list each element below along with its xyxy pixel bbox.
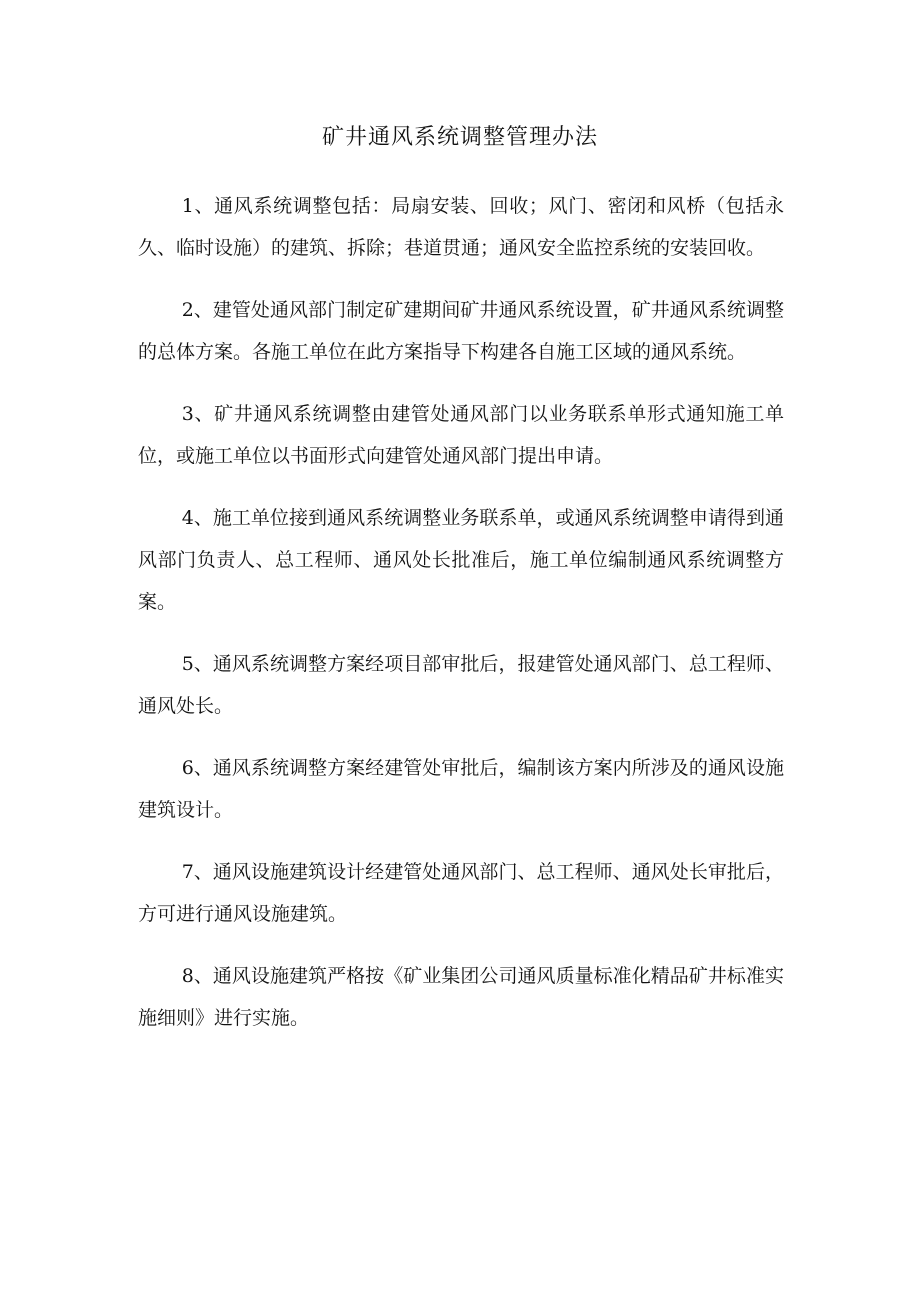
document-title: 矿井通风系统调整管理办法: [321, 125, 598, 150]
paragraph-1: 1、通风系统调整包括：局扇安装、回收；风门、密闭和风桥（包括永久、临时设施）的建筑、拆除；巷道贯通；通风安全监控系统的安装回收。: [138, 195, 784, 259]
paragraph-6: 6、通风系统调整方案经建管处审批后，编制该方案内所涉及的通风设施建筑设计。: [138, 757, 784, 821]
paragraph-8: 8、通风设施建筑严格按《矿业集团公司通风质量标准化精品矿井标准实施细则》进行实施。: [138, 965, 784, 1029]
paragraph-4: 4、施工单位接到通风系统调整业务联系单，或通风系统调整申请得到通风部门负责人、总工程师、通风处长批准后，施工单位编制通风系统调整方案。: [138, 507, 784, 613]
paragraph-5: 5、通风系统调整方案经项目部审批后，报建管处通风部门、总工程师、通风处长。: [138, 653, 784, 717]
paragraph-2: 2、建管处通风部门制定矿建期间矿井通风系统设置，矿井通风系统调整的总体方案。各施工单位在此方案指导下构建各自施工区域的通风系统。: [138, 299, 784, 363]
paragraph-3: 3、矿井通风系统调整由建管处通风部门以业务联系单形式通知施工单位，或施工单位以书面形式向建管处通风部门提出申请。: [138, 403, 784, 467]
document-body: [138, 185, 784, 1059]
paragraph-7: 7、通风设施建筑设计经建管处通风部门、总工程师、通风处长审批后，方可进行通风设施建筑。: [138, 861, 784, 925]
